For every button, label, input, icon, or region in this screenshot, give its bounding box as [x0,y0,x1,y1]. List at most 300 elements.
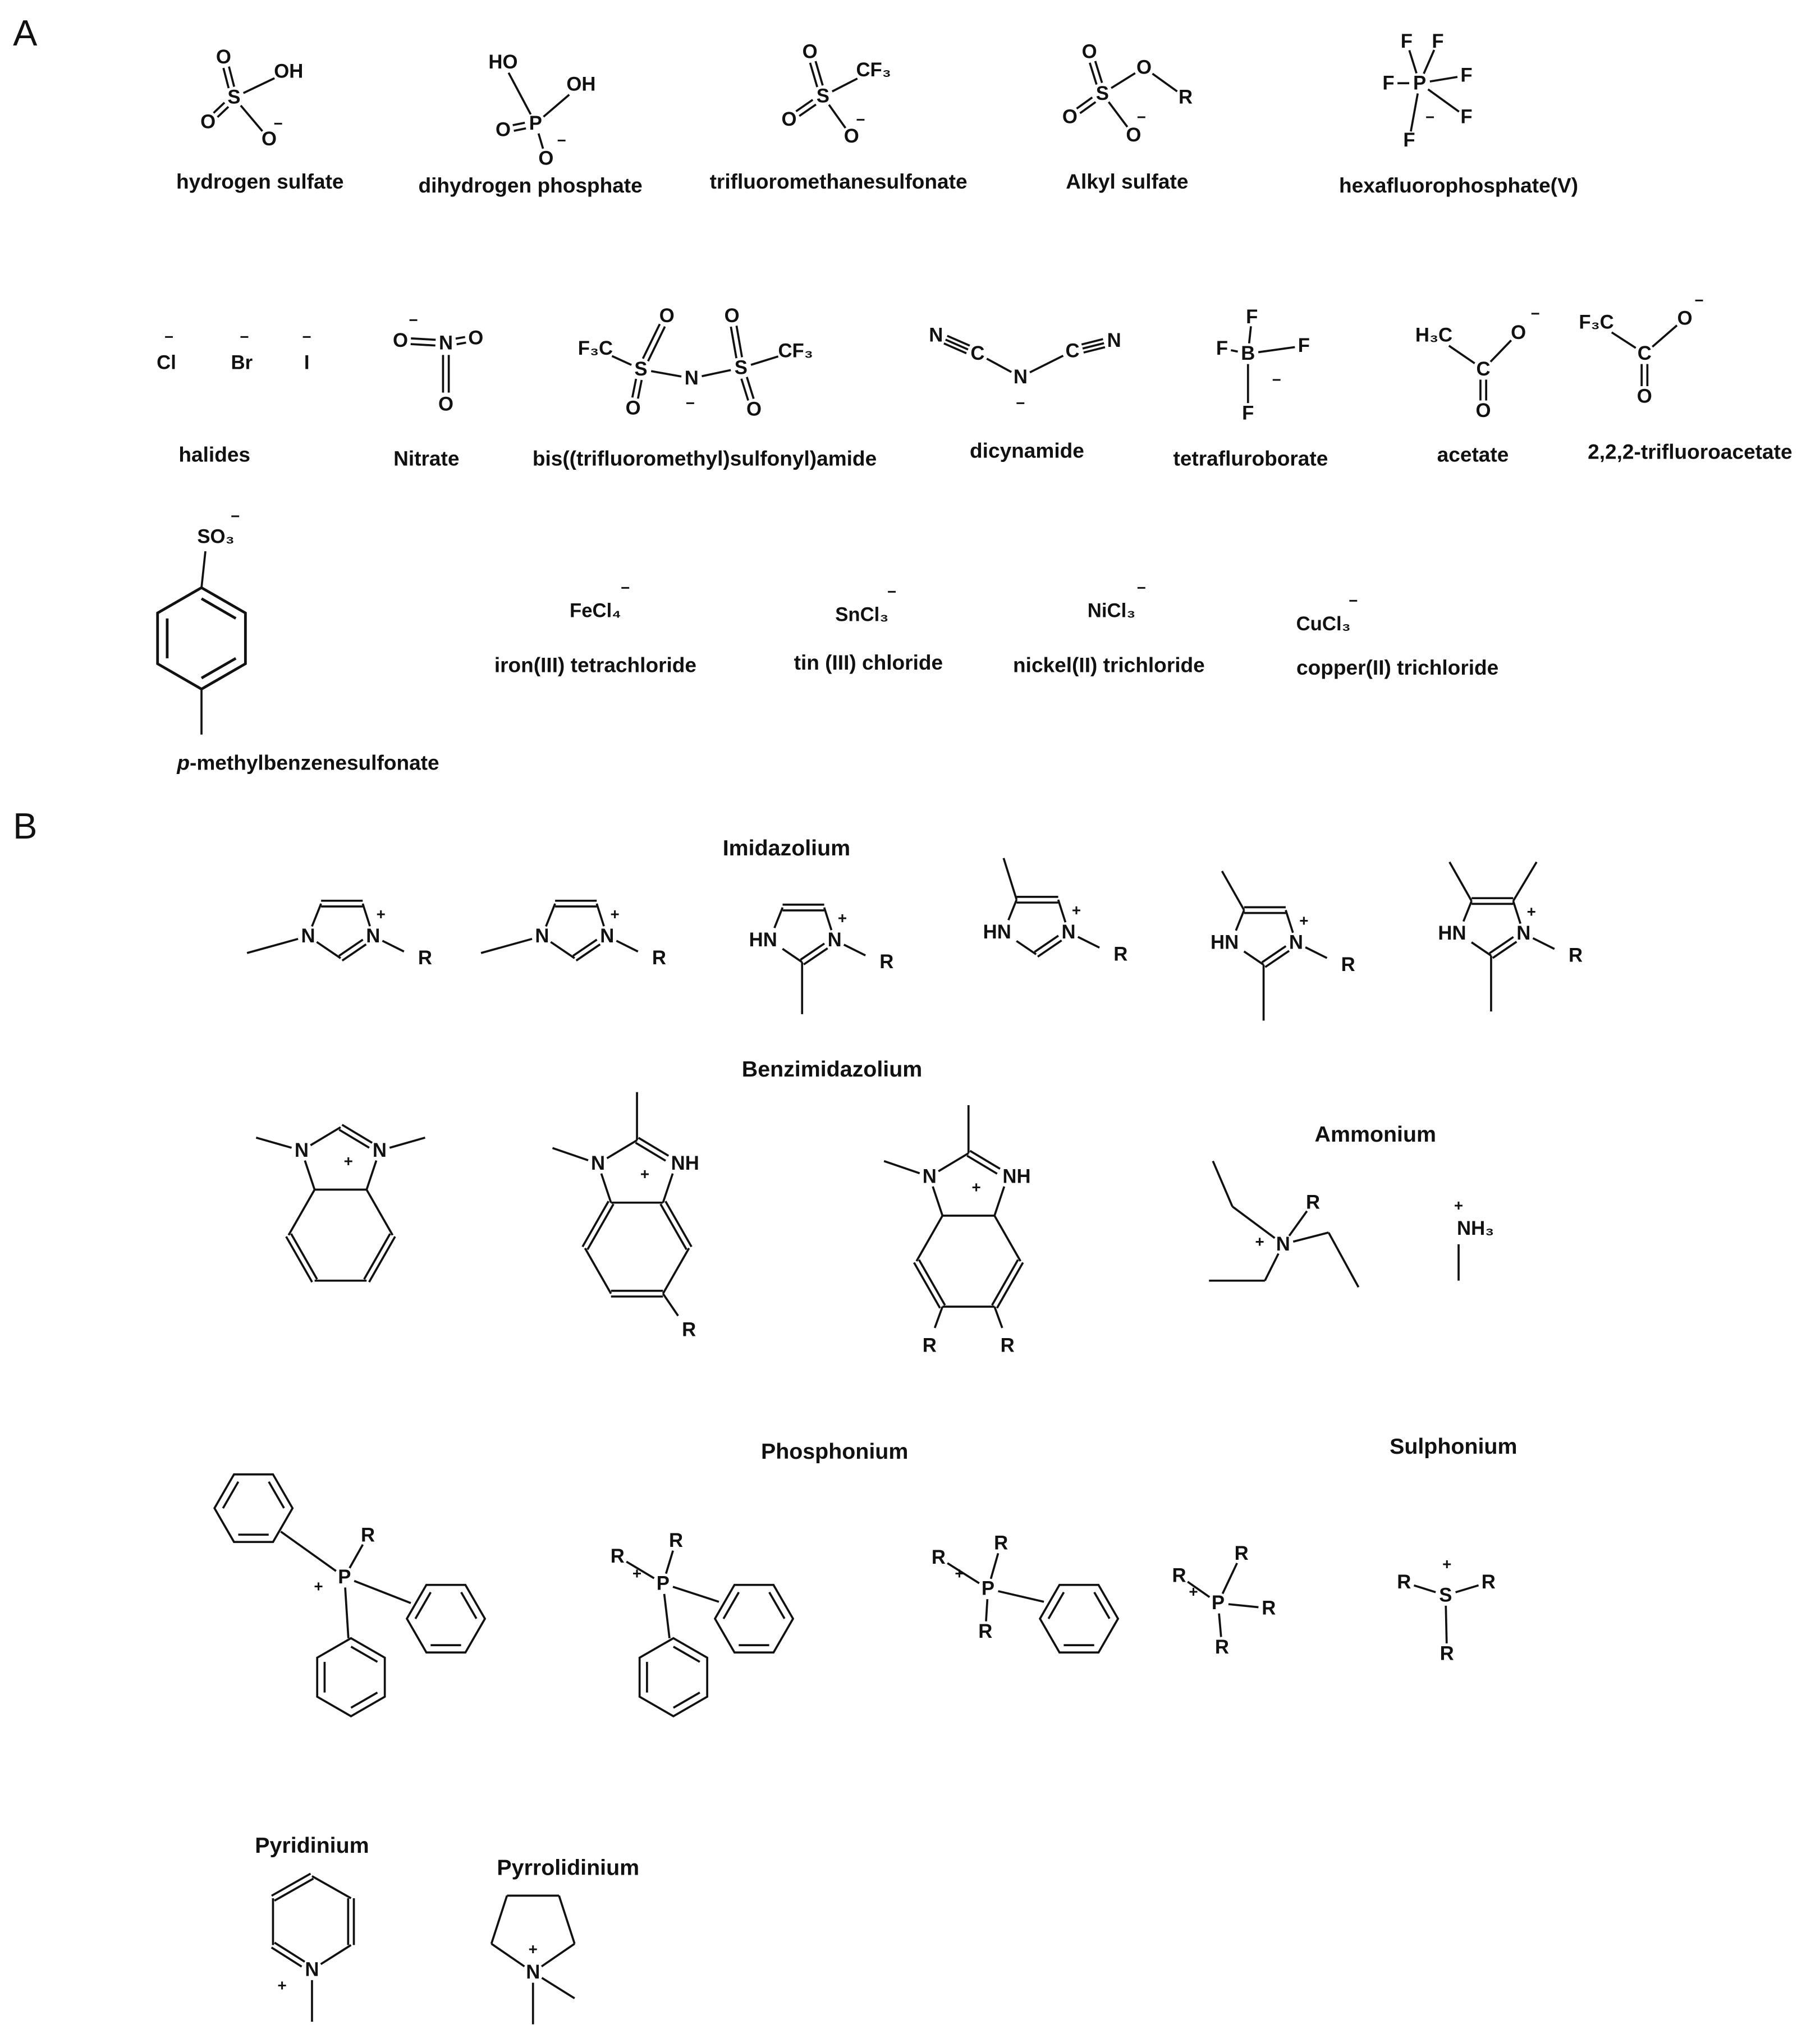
charge-minus: − [1016,394,1025,412]
charge-minus: − [887,583,897,601]
bond [1258,347,1295,352]
bond [1016,941,1036,955]
bond [673,1587,719,1602]
atom-label: O [1511,322,1526,344]
charge-plus: + [1454,1196,1464,1214]
charge-minus: − [409,311,418,329]
bond [651,371,681,377]
atom-label: CF₃ [778,340,813,362]
bond [1219,1614,1221,1637]
bond [601,1174,611,1203]
atom-label: N [305,1959,319,1981]
atom-label: R [1341,954,1355,976]
bond [1228,1604,1258,1607]
benzimidazolium-3 [884,1105,1030,1357]
hexafluorophosphate-structure [1382,31,1472,151]
charge-plus: + [955,1564,964,1582]
bond [369,1236,395,1282]
atom-label: O [781,109,797,131]
atom-label: NH [671,1153,699,1175]
atom-label: OH [274,61,304,83]
bond [616,941,638,951]
bond [997,1262,1023,1308]
atom-label: NiCl₃ [1087,600,1136,622]
atom-label: N [438,332,453,354]
bond [1464,901,1472,921]
bond [411,338,435,340]
bond [916,1216,942,1261]
atom-label: N [827,929,842,951]
bond [312,1876,351,1898]
atom-label: N [366,925,380,947]
bond [281,1532,336,1571]
label-dihydrogen-phosphate: dihydrogen phosphate [418,173,643,197]
bond [350,1545,363,1568]
bond [317,942,341,958]
atom-label: Br [231,352,253,374]
bond [1058,900,1066,922]
bond [1424,50,1434,74]
bond [992,1260,1018,1305]
bond [354,1581,411,1604]
bond [366,1190,392,1235]
imidazolium-5 [1211,871,1355,1020]
bond [1471,942,1491,956]
bond [513,123,525,125]
atom-label: N [301,925,315,947]
atom-label: N [929,324,943,346]
charge-plus: + [1189,1582,1198,1600]
bond [1305,947,1327,958]
bond [291,1234,317,1279]
charge-minus: − [164,328,174,346]
charge-plus: + [1299,912,1309,929]
atom-label: R [1568,945,1583,967]
bond [551,942,575,958]
atom-label: HN [1210,932,1239,954]
bond [1409,51,1416,74]
atom-label: H₃C [1415,324,1453,346]
atom-label: O [1475,400,1491,422]
bond [938,1153,969,1171]
atom-label: R [922,1335,937,1357]
atom-label: P [1211,1592,1225,1614]
atom-label: P [529,113,542,135]
bond [1003,858,1016,900]
bond [1244,951,1264,965]
label-tin-chloride: tin (III) chloride [794,650,943,674]
metal-halide-formulas [570,579,1358,635]
atom-label: O [659,305,675,327]
dicyanamide-structure [929,325,1121,412]
atom-label: O [746,399,762,420]
triflate-structure [782,42,891,148]
nitrate-structure [393,311,483,415]
pyrrolidinium [492,1895,575,2024]
atom-label: NH [1002,1166,1031,1188]
bond [731,327,736,358]
bond [607,1141,637,1158]
diphenylphosphonium [611,1530,803,1716]
atom-label: P [981,1578,995,1600]
bond [664,1594,670,1638]
atom-label: B [1241,343,1255,365]
methylammonium [1454,1197,1494,1281]
atom-label: R [610,1545,625,1567]
charge-minus: − [1136,108,1146,126]
bond [366,1161,376,1190]
bond [201,551,205,588]
atom-label: O [1136,57,1152,79]
charge-plus: + [1442,1555,1452,1573]
bond [632,379,636,397]
atom-label: O [1081,41,1097,63]
bond [933,1187,942,1216]
bond [884,1161,920,1174]
bond [824,908,832,930]
bond [389,1138,425,1148]
bond [1222,1563,1237,1594]
atom-label: F [1400,31,1413,53]
atom-label: F₃C [1579,312,1614,333]
bond [585,1248,611,1294]
atom-label: F [1246,306,1258,328]
bond [1231,350,1237,351]
acetate-structure [1415,305,1540,422]
atom-label: N [591,1153,606,1175]
charge-minus: − [621,579,630,597]
atom-label: N [1289,932,1304,954]
title-pyrrolidinium: Pyrrolidinium [497,1855,640,1880]
bond [666,1551,673,1574]
charge-minus: − [1530,304,1540,322]
atom-label: N [1276,1233,1290,1255]
label-iron-tetrachloride: iron(III) tetrachloride [494,653,697,677]
atom-label: R [879,951,894,973]
charge-plus: + [837,909,847,927]
atom-label: N [526,1962,540,1984]
atom-label: O [538,148,554,170]
atom-label: P [338,1566,351,1588]
atom-label: S [227,86,241,108]
bond [305,1161,314,1190]
atom-label: O [724,305,740,327]
label-nitrate: Nitrate [393,446,460,470]
bond [241,106,263,131]
bond [514,129,526,131]
charge-plus: + [1071,901,1081,919]
imidazolium-4 [983,858,1128,965]
bond [1153,74,1177,91]
atom-label: F [1403,130,1415,152]
atom-label: C [970,343,985,365]
bond [1222,871,1244,910]
atom-label: O [495,119,511,141]
bond [1456,1585,1479,1592]
atom-label: O [1677,308,1693,329]
bond [312,904,321,927]
panel-label-b: B [13,805,38,847]
bistriflimide-structure [578,305,813,420]
bond [411,344,435,346]
atom-label: N [1107,329,1121,351]
atom-label: N [372,1140,387,1162]
bond [457,342,466,344]
atom-label: R [1481,1572,1496,1593]
atom-label: SO₃ [197,526,235,548]
bond [321,1945,351,1964]
charge-minus: − [302,328,311,346]
atom-label: O [1062,106,1078,128]
hydrogen-sulfate-structure [200,47,303,150]
bond [1449,346,1475,363]
phenylphosphonium [932,1533,1128,1670]
atom-label: R [994,1532,1008,1554]
atom-label: C [1065,340,1080,362]
benzimidazolium-1 [256,1125,425,1282]
atom-label: O [625,397,641,419]
bond [1078,937,1099,947]
charge-minus: − [685,394,695,412]
title-benzimidazolium: Benzimidazolium [741,1057,923,1082]
bond [1414,1586,1436,1592]
tetrafluoroborate-structure [1216,306,1310,424]
bond [256,1138,291,1148]
bond [508,73,530,115]
bond [986,1599,987,1621]
bond [310,1127,341,1145]
charge-plus: + [277,1976,287,1994]
bond [288,1190,314,1235]
bond [1293,1233,1328,1242]
atom-label: S [1095,83,1109,104]
atom-label: N [294,1140,309,1162]
atom-label: R [1234,1543,1249,1565]
atom-label: N [535,925,549,947]
bond [666,1201,691,1247]
atom-label: S [634,358,648,380]
bond [661,1204,686,1249]
atom-label: O [261,128,277,150]
charge-plus: + [376,905,386,923]
charge-minus: − [557,131,566,149]
title-ammonium: Ammonium [1314,1121,1437,1147]
bond [1236,910,1244,930]
bond [998,1591,1044,1602]
bond [741,379,748,401]
bond [492,1895,507,1944]
atom-label: R [361,1524,375,1546]
bond [663,1248,689,1294]
label-copper-trichloride: copper(II) trichloride [1296,656,1499,680]
bond [994,1216,1020,1261]
bond [844,945,865,955]
bond [1430,77,1457,81]
bond [1328,1233,1358,1287]
bond [364,1234,390,1279]
atom-label: O [843,126,859,148]
atom-label: S [1439,1584,1452,1606]
atom-label: R [668,1529,684,1551]
bond [543,95,569,117]
bond [994,1307,1002,1328]
bond [1213,1161,1232,1207]
charge-plus: + [640,1165,650,1183]
bond [1289,1211,1307,1236]
bond [597,904,604,926]
bond [1030,356,1063,373]
atom-label: R [682,1319,696,1341]
bond [987,359,1011,372]
atom-label: N [1516,923,1531,945]
bond [1095,61,1102,83]
title-phosphonium: Phosphonium [760,1439,909,1464]
trialkylsulphonium [1397,1555,1496,1664]
bond [1652,326,1677,347]
bond [702,370,731,376]
bond [774,908,783,928]
atom-label: N [600,925,615,947]
bond [1513,901,1520,923]
charge-minus: − [856,111,865,129]
bond [1411,93,1418,131]
pyridinium [272,1874,354,2022]
bond [546,904,555,927]
atom-label: O [802,41,818,63]
atom-label: O [468,327,484,349]
label-nickel-trichloride: nickel(II) trichloride [1013,653,1205,677]
atom-label: C [1476,358,1491,380]
atom-label: NH₃ [1457,1218,1494,1240]
bond [286,1236,312,1282]
label-tetrafluoroborate: tetrafluroborate [1173,446,1328,470]
atom-label: O [216,46,231,68]
atom-label: S [734,357,748,379]
bond [1090,63,1097,85]
atom-label: I [304,352,310,374]
label-hydrogen-sulfate: hydrogen sulfate [176,169,344,193]
bond [247,939,298,953]
tetraalkylphosphonium [1172,1543,1276,1658]
label-halides: halides [178,442,251,466]
label-acetate: acetate [1437,442,1509,466]
atom-label: R [1262,1597,1276,1619]
bond [747,377,754,399]
charge-minus: − [1136,579,1146,597]
bond [559,1895,575,1944]
alkyl-sulfate-structure [1062,42,1193,146]
atom-label: R [1000,1335,1015,1357]
bond [1008,900,1017,920]
triphenylphosphonium [205,1458,495,1716]
atom-label: HN [983,921,1011,943]
atom-label: SnCl₃ [835,604,889,626]
atom-label: OH [566,74,596,95]
bond [481,939,532,953]
atom-label: F [1460,106,1473,128]
atom-label: F [1216,337,1228,359]
atom-label: P [656,1573,670,1595]
panel-label-a: A [13,12,38,54]
atom-label: HO [488,52,518,74]
bond [223,68,228,88]
bond [663,1174,672,1203]
bond [363,904,370,926]
bond [1265,1253,1278,1280]
imidazolium-1 [247,901,432,969]
label-trifluoroacetate: 2,2,2-trifluoroacetate [1588,439,1793,464]
bond [991,1553,998,1578]
dihydrogen-phosphate-structure [488,52,595,169]
bond [914,1262,940,1308]
atom-label: CuCl₃ [1296,613,1351,635]
bond [542,1978,574,1999]
atom-label: N [1013,366,1028,388]
bond [736,326,742,357]
atom-label: R [931,1547,946,1569]
atom-label: F [1298,335,1310,357]
bond [935,1307,943,1328]
atom-label: N [922,1166,937,1188]
charge-plus: + [528,1940,538,1958]
label-triflate: trifluoromethanesulfonate [709,169,968,193]
bond [588,1204,613,1249]
atom-label: HN [749,929,777,951]
atom-label: R [978,1621,993,1643]
bond [1249,326,1251,343]
atom-label: F [1382,72,1395,94]
atom-label: O [392,329,408,351]
charge-minus: − [1349,592,1358,610]
atom-label: R [1440,1643,1454,1665]
imidazolium-3 [749,905,894,1014]
benzimidazolium-2 [552,1092,699,1341]
atom-label: CF₃ [856,59,891,81]
atom-label: R [652,947,666,969]
charge-plus: + [343,1152,353,1170]
charge-plus: + [314,1577,323,1595]
charge-minus: − [1425,108,1435,126]
bond [1111,73,1135,88]
label-alkyl-sulfate: Alkyl sulfate [1066,169,1189,193]
atom-label: O [200,111,216,133]
label-tosylate: p-methylbenzenesulfonate [177,750,439,775]
bond [456,337,465,338]
bond [492,1944,525,1966]
charge-minus: − [273,115,283,132]
bond [345,1587,349,1638]
imidazolium-6 [1438,862,1583,1011]
bond [552,1148,588,1160]
tetraalkylammonium [1209,1161,1358,1288]
bond [638,380,642,399]
atom-label: O [1126,124,1141,146]
atom-label: HN [1438,923,1466,945]
bond [382,941,404,951]
bond [919,1260,945,1305]
imidazolium-2 [481,901,666,969]
bond [1513,862,1537,901]
bond [751,356,778,365]
tosylate-structure [158,507,246,735]
bond [542,1944,575,1966]
bond [782,949,802,962]
atom-label: F [1460,65,1473,86]
charge-plus: + [971,1178,981,1196]
bond [1286,910,1293,932]
atom-label: R [1113,944,1128,965]
bond [1108,102,1127,127]
